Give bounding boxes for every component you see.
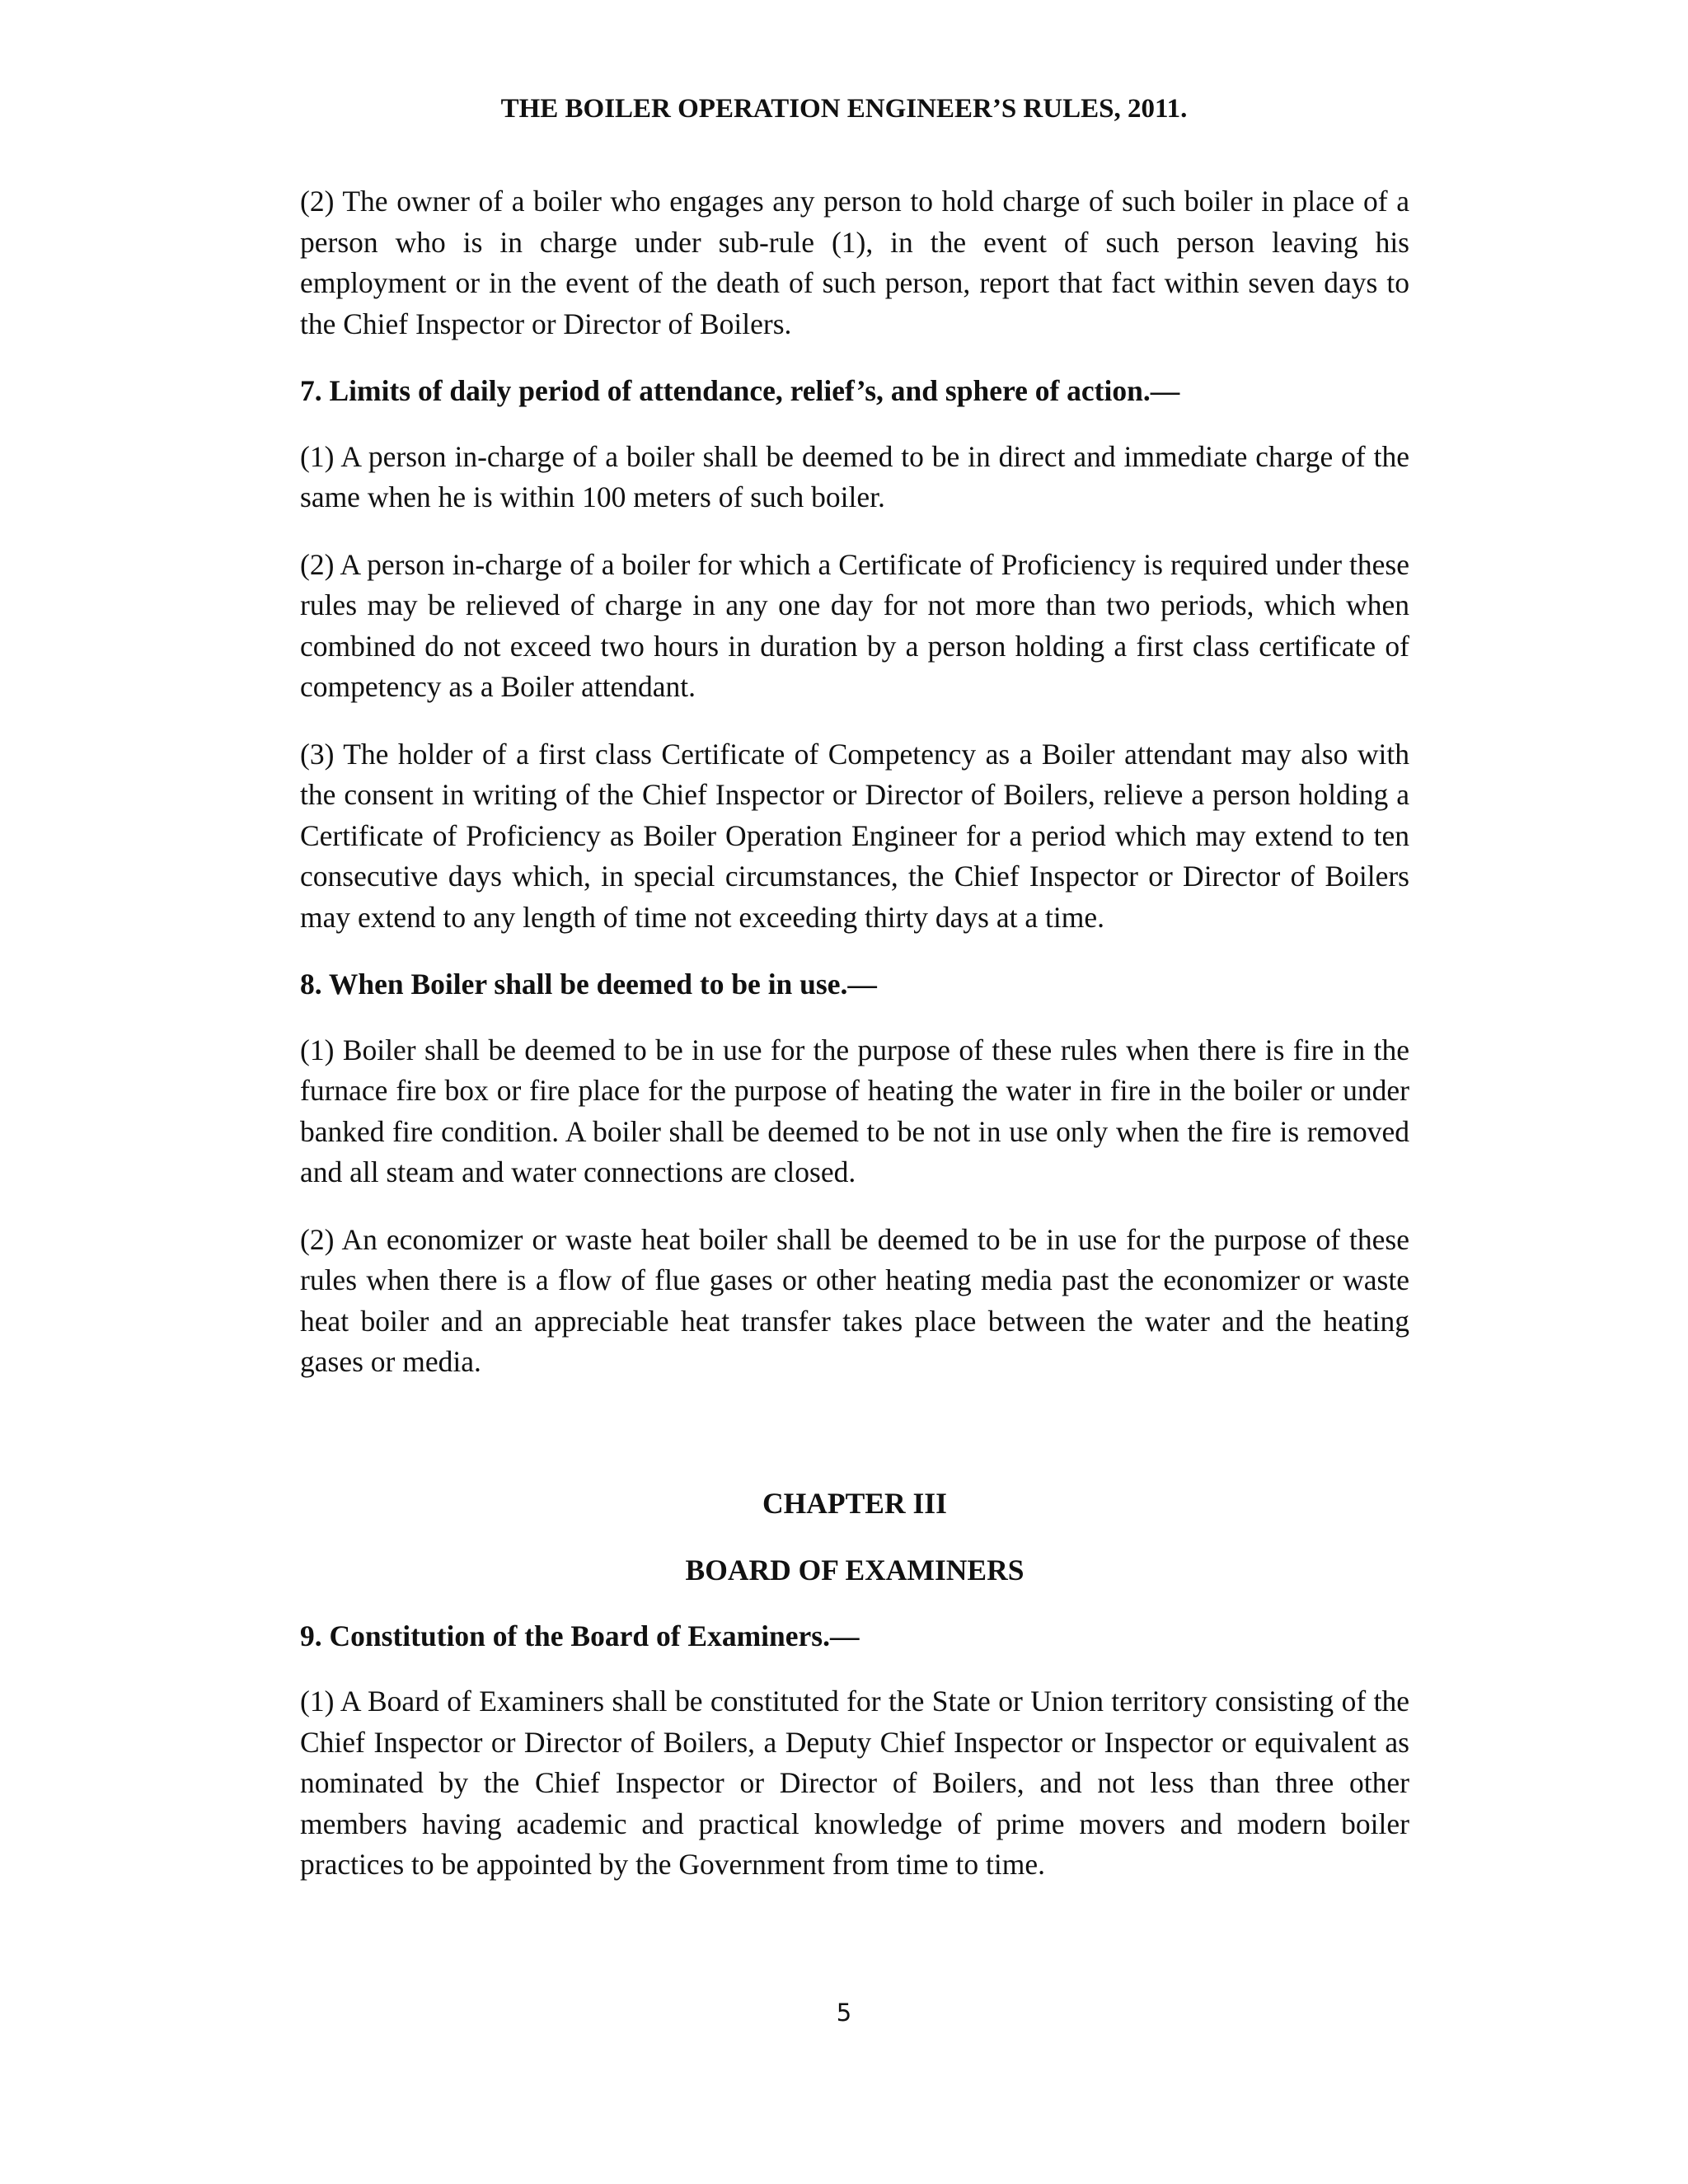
chapter-subtitle: BOARD OF EXAMINERS (685, 1554, 1025, 1586)
section-8-heading: 8. When Boiler shall be deemed to be in use.— (300, 968, 877, 1001)
rule-7-subrule-3: (3) The holder of a first class Certificate of Competency as a Boiler attendant may also with the consent in writing of the Chief Inspector or Director of Boilers, relieve a person holding a Certificate of Proficiency as Boiler Operation Engineer for a period which may extend to ten consecutive days which, in special circumstances, the Chief Inspector or Director of Boilers may extend to any length of time not exceeding thirty days at a time. (300, 737, 1409, 934)
chapter-spacer (300, 1409, 1409, 1483)
section-9-heading: 9. Constitution of the Board of Examiners.— (300, 1619, 860, 1652)
rule-6-subrule-2: (2) The owner of a boiler who engages any person to hold charge of such boiler in place of a person who is in charge under sub-rule (1), in the event of such person leaving his employment or in the event of the death of such person, report that fact within seven days to the Chief Inspector or Director of Boilers. (300, 185, 1409, 340)
chapter-title: CHAPTER III (762, 1486, 947, 1520)
rule-7-subrule-1: (1) A person in-charge of a boiler shall be deemed to be in direct and immediate charge of the same when he is within 100 meters of such boiler. (300, 439, 1409, 513)
rule-8-subrule-2: (2) An economizer or waste heat boiler shall be deemed to be in use for the purpose of these rules when there is a flow of flue gases or other heating media past the economizer or waste heat boiler and an appreciable heat transfer takes place between the water and the heating gases or media. (300, 1222, 1409, 1378)
rule-8-subrule-1: (1) Boiler shall be deemed to be in use for the purpose of these rules when there is fire in the furnace fire box or fire place for the purpose of heating the water in fire in the boiler or under banked fire condition. A boiler shall be deemed to be not in use only when the fire is removed and all steam and water connections are closed. (300, 1033, 1409, 1188)
document-body (300, 181, 1409, 1912)
page-number: 5 (836, 1999, 852, 2027)
rule-9-subrule-1: (1) A Board of Examiners shall be constituted for the State or Union territory consisting of the Chief Inspector or Director of Boilers, a Deputy Chief Inspector or Inspector or equivalent as nominated by the Chief Inspector or Director of Boilers, and not less than three other members having academic and practical knowledge of prime movers and modern boiler practices to be appointed by the Government from time to time. (300, 1685, 1409, 1881)
running-header: THE BOILER OPERATION ENGINEER’S RULES, 2011. (500, 94, 1188, 124)
rule-7-subrule-2: (2) A person in-charge of a boiler for which a Certificate of Proficiency is required under these rules may be relieved of charge in any one day for not more than two periods, which when combined do not exceed two hours in duration by a person holding a first class certificate of competency as a Boiler attendant. (300, 547, 1409, 703)
section-7-heading: 7. Limits of daily period of attendance, relief’s, and sphere of action.— (300, 374, 1180, 407)
